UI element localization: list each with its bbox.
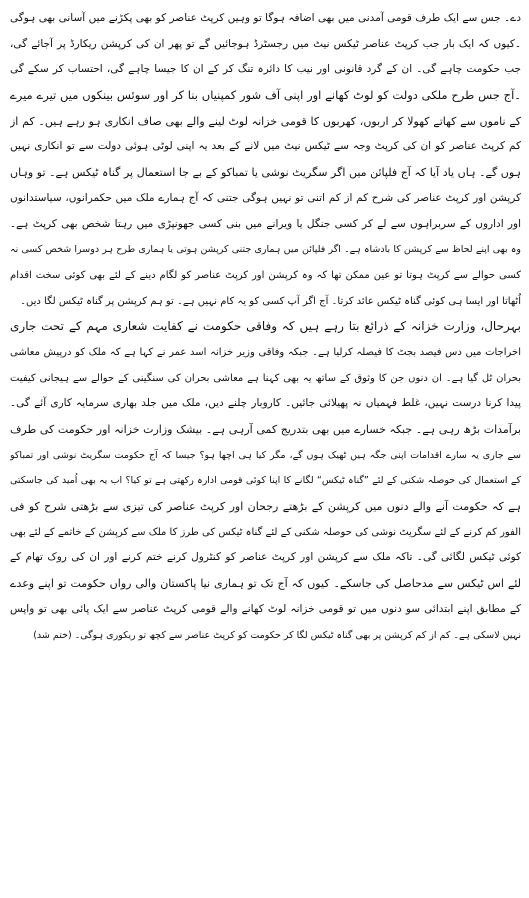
article-line: نہیں لاسکی ہے۔ کم از کم کرپشن پر بھی گناہ ٹیکس لگا کر حکومت کو کرپٹ عناصر سے کچھ تو ریکوری ہوگی۔ (ختم شد) [33,629,521,641]
article-line: کسی حوالے سے کرپٹ ہوتا تو عین ممکن تھا کہ وہ کرپشن اور کرپٹ عناصر کو لگام دینے کے لئے بھی کوئی سخت اقدام [10,269,521,281]
article-line: ہوں گے۔ ہاں یاد آیا کہ آج فلپائن میں اگر سگریٹ نوشی یا تمباکو کے بے جا استعمال پر گناہ ٹیکس ہے۔ تو وہاں [10,166,521,180]
article-line: کے استعمال کی حوصلہ شکنی کے لئے ”گناہ ٹیکس“ لگانے کا اپنا کوئی قومی ادارہ رکھتی ہے تو کیا؟ اب یہ بھی اُمید کی جاسکتی [10,475,521,487]
article-line: کے ناموں سے کھاتے کھولا کر اربوں، کھربوں کا قومی خزانہ لوٹ لینے والے بھی صاف انکاری ہو رہے ہیں۔ کم از [10,114,521,128]
article-line: ۔کیوں کہ ایک بار جب کرپٹ عناصر ٹیکس نیٹ میں رجسٹرڈ ہوجائیں گے تو پھر ان کی کرپشن ریکارڈ پر آجائے گی، [10,37,521,50]
article-line: برآمدات بڑھ رہی ہے۔ جبکہ خسارے میں بھی بتدریج کمی آرہی ہے۔ بیشک وزارت خزانہ اور حکومت کی طرف [10,423,521,436]
article-line: ہے کہ حکومت آنے والے دنوں میں کرپشن کے بڑھتے رجحان اور کرپٹ عناصر کی تیزی سے بڑھتی شرح کو فی [10,500,521,514]
article-line: کرپشن اور کرپٹ عناصر کی شرح کم از کم اتنی تو نہیں ہوگی جتنی کہ آج ہمارے ملک میں حکمرانوں، سیاستدانوں [10,191,521,204]
article-line: الفور کم کرنے کے لئے سگریٹ نوشی کی حوصلہ شکنی کے لئے گناہ ٹیکس کی طرز کا ملک سے کرپشن کے خاتمے کے لئے بھی [10,526,521,538]
article-line: لئے اس ٹیکس سے مدحاصل کی جاسکے۔ کیوں کہ آج تک تو ہماری نیا پاکستان والی رواں حکومت تو اپنے وعدے [10,577,521,591]
article-line: کم کرپٹ عناصر کو ان کی کرپٹ وجہ سے ٹیکس نیٹ میں لانے کے بعد یہ اپنی لوٹی ہوئی دولت سے تو انکاری نہیں [10,140,521,153]
article-line: کوئی ٹیکس لگائی گی۔ تاکہ ملک سے کرپشن اور کرپٹ عناصر کو کنٹرول کرنے ختم کرنے اور ان کی روک تھام کے [10,551,521,564]
article-line: سے جاری یہ سارے اقدامات اپنی جگہ ہیں ٹھیک ہوں گے، مگر کیا ہی اچھا ہو؟ جیسا کہ آج حکومت سگریٹ نوشی اور تمباکو [10,449,521,461]
article-line: بحران ٹل گیا ہے۔ ان دنوں جن کا وثوق کے ساتھ یہ بھی کہنا ہے معاشی بحران کی سنگینی کے حوالے سے ہیجانی کیفیت [10,372,521,384]
article-line: وہ بھی اپنے لحاظ سے کرپشن کا بادشاہ ہے۔ اگر فلپائن میں ہماری جتنی کرپشن ہوتی یا ہماری طرح ہر دوسرا شخص کسی نہ [10,244,521,256]
article-line: ۔آج جس طرح ملکی دولت کو لوٹ کھانے اور اپنی آف شور کمپنیاں بنا کر اور سوئس بینکوں میں تیرے میرے [10,88,521,103]
article-line: اور اداروں کے سربراہوں سے لے کر کسی جنگل یا ویرانے میں بنی کسی جھونپڑی میں رہتا شخص بھی کرپٹ ہے۔ [10,217,521,230]
article-line: کے مطابق اپنے ابتدائی سو دنوں میں تو قومی خزانہ لوٹ کھانے والے قومی کرپٹ عناصر سے ایک پائی بھی تو واپس [10,602,521,615]
article-line: بہرحال، وزارت خزانہ کے ذرائع بتا رہے ہیں کہ وفاقی حکومت نے کفایت شعاری مہم کے تحت جاری [10,319,521,334]
article-line: اُٹھاتا اور ایسا ہی کوئی گناہ ٹیکس عائد کرتا۔ آج اگر آپ کسی کو یہ کام نہیں ہے۔ تو ہم کرپشن پر گناہ ٹیکس لگا دیں۔ [20,295,521,307]
article-line: دے۔ جس سے ایک طرف قومی آمدنی میں بھی اضافہ ہوگا تو وہیں کرپٹ عناصر کو بھی پکڑنے میں آسانی بھی ہوگی [10,12,521,24]
article-line: جب حکومت چاہے گی۔ ان کے گرد قانونی اور نیب کا دائرہ تنگ کر کے ان کا جیسا چاہے گی، احتساب کر سکے گی [10,63,521,76]
article-line: پیدا کرنا درست نہیں، غلط فہمیاں نہ پھیلائی جائیں۔ کاروبار چلنے دیں، ملک میں جلد بھاری سرمایہ کاری آئے گی۔ [10,397,521,410]
article-line: اخراجات میں دس فیصد بجٹ کا فیصلہ کرلیا ہے۔ جبکہ وفاقی وزیر خزانہ اسد عمر نے کہا ہے کہ ملک کو درپیش معاشی [10,346,521,358]
